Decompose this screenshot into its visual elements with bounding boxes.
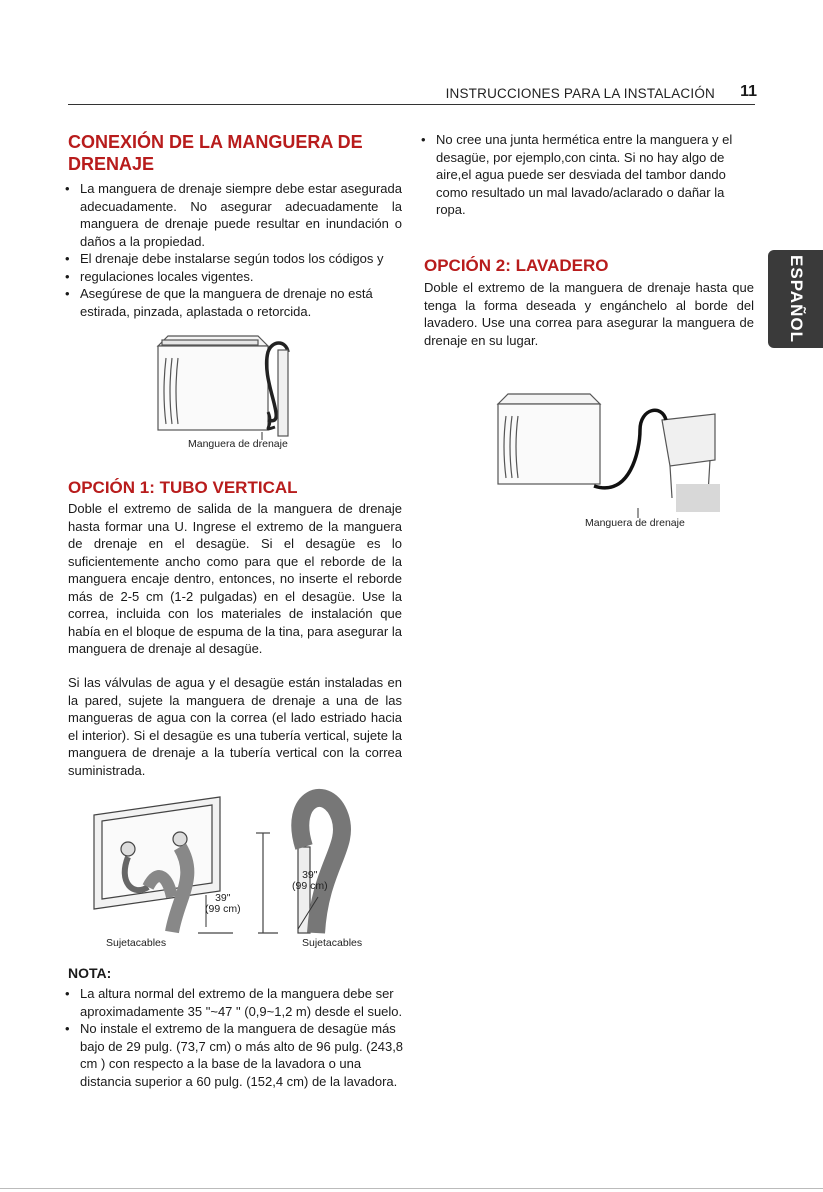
drain-figure-caption: Manguera de drenaje: [188, 438, 288, 450]
drain-bullet-list: [62, 180, 402, 320]
washer-hose-illustration: [150, 332, 310, 442]
note-bullet: • No instale el extremo de la manguera de desagüe más bajo de 29 pulg. (73,7 cm) o más alto de 96 pulg. (243,8 cm ) con respecto a la base de la lavadora o una distancia superior a 60 pulg. (152,4 cm) de la lavadora.: [62, 1020, 404, 1090]
note-title: NOTA:: [68, 965, 112, 981]
note-bullet: • La altura normal del extremo de la manguera debe ser aproximadamente 35 "~47 " (0,9~1,2 m) desde el suelo.: [62, 985, 404, 1020]
page-bottom-edge: [0, 1188, 823, 1189]
dim1-cm: (99 cm): [205, 903, 241, 915]
drain-bullet: • Asegúrese de que la manguera de drenaje no está estirada, pinzada, aplastada o retorcida.: [62, 285, 402, 320]
dim2-cm: (99 cm): [292, 880, 328, 892]
option2-paragraph: Doble el extremo de la manguera de drenaje hasta que tenga la forma deseada y engánchelo al borde del lavadero. Use una correa para asegurar la manguera de drenaje en su lugar.: [424, 280, 754, 348]
laundry-tub-illustration: [490, 390, 720, 520]
drain-section-heading: [68, 131, 408, 175]
header-divider: [68, 104, 755, 105]
cable-tie-label-left: Sujetacables: [106, 937, 167, 949]
drain-bullet: • El drenaje debe instalarse según todos los códigos y: [62, 250, 402, 268]
dim2-inches: 39": [302, 869, 318, 881]
page-number: 11: [740, 83, 757, 100]
option2-heading: OPCIÓN 2: LAVADERO: [424, 256, 609, 275]
tub-figure-caption: Manguera de drenaje: [585, 517, 685, 529]
option1-paragraph2: Si las válvulas de agua y el desagüe están instaladas en la pared, sujete la manguera de drenaje a una de las mangueras de agua con la correa (el lado estriado hacia el interior). Si el desagüe es una tubería vertical, sujete la manguera de drenaje a la tubería vertical con la correa suministrada.: [68, 675, 402, 778]
dim1-inches: 39": [215, 892, 231, 904]
note-bullet-list: [62, 985, 404, 1090]
language-tab: [768, 250, 823, 348]
right-bullet-list: [418, 131, 756, 219]
drain-bullet: • regulaciones locales vigentes.: [62, 268, 402, 286]
option1-paragraph1: Doble el extremo de salida de la manguera de drenaje hasta formar una U. Ingrese el extremo de la manguera de drenaje en el desagüe. Si el desagüe es lo suficientemente ancho como para que el reborde de la manguera encaje dentro, entonces, no inserte el reborde más de 2-5 cm (1-2 pulgadas) en el desagüe. Use la correa, incluida con los materiales de instalación que había en el bloque de espuma de la tina, para asegurar la manguera de drenaje al desagüe.: [68, 501, 402, 656]
dim-label-left: [205, 893, 241, 915]
running-header: INSTRUCCIONES PARA LA INSTALACIÓN: [445, 86, 715, 101]
drain-bullet: • La manguera de drenaje siempre debe estar asegurada adecuadamente. No asegurar adecuadamente la manguera de drenaje puede resultar en inundación o daños a la propiedad.: [62, 180, 402, 250]
airgap-bullet: • No cree una junta hermética entre la manguera y el desagüe, por ejemplo,con cinta. Si no hay algo de aire,el agua puede ser desviada del tambor dando como resultado un mal lavado/aclarado o dañar la ropa.: [418, 131, 756, 219]
cable-tie-label-right: Sujetacables: [302, 937, 363, 949]
drain-heading-line1: CONEXIÓN DE LA MANGUERA DE: [68, 132, 363, 152]
dim-label-right: [292, 870, 328, 892]
drain-heading-line2: DRENAJE: [68, 154, 155, 174]
language-tab-label: ESPAÑOL: [786, 255, 806, 343]
option1-heading: OPCIÓN 1: TUBO VERTICAL: [68, 478, 298, 497]
